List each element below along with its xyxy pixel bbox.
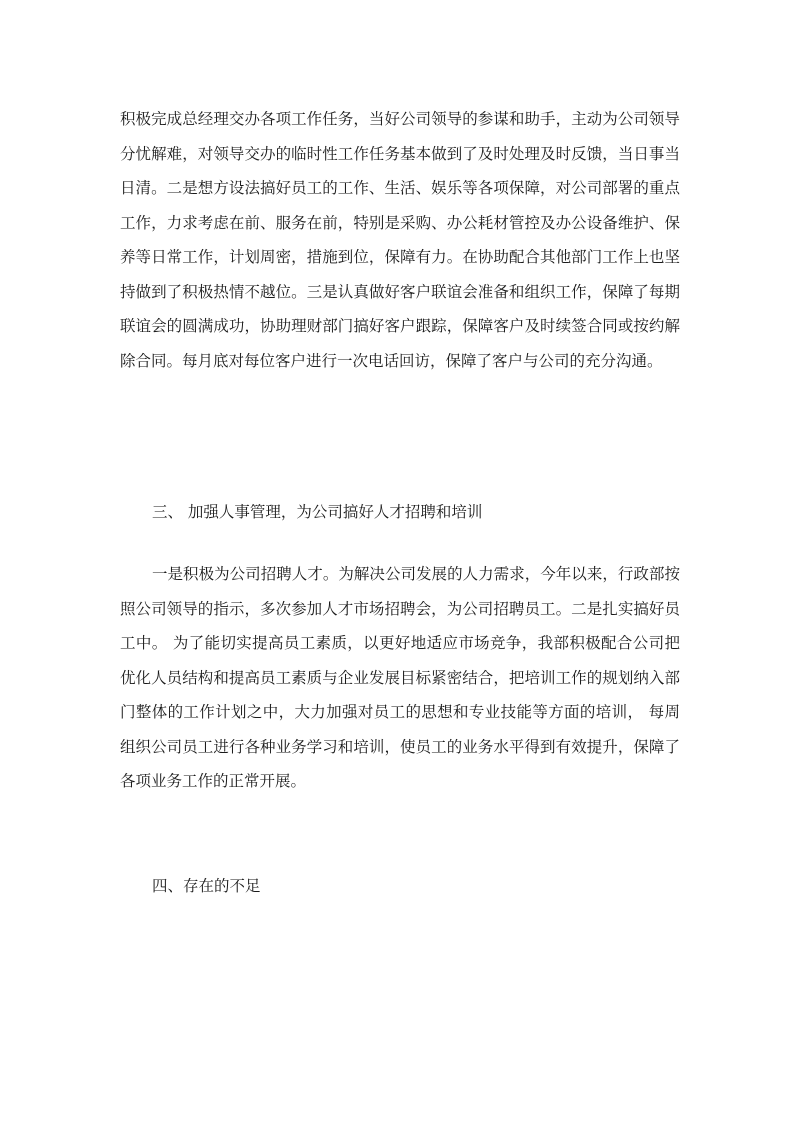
section-heading: 四、存在的不足 (152, 877, 261, 895)
body-paragraph: 积极完成总经理交办各项工作任务，当好公司领导的参谋和助手，主动为公司领导分忧解难，对领导交办的临时性工作任务基本做到了及时处理及时反馈，当日事当日清。二是想方设法搞好员工的工作、生活、娱乐等各项保障，对公司部署的重点工作，力求考虑在前、服务在前，特别是采购、办公耗材管控及办公设备维护、保养等日常工作，计划周密，措施到位，保障有力。在协助配合其他部门工作上也坚持做到了积极热情不越位。三是认真做好客户联谊会准备和组织工作，保障了每期联谊会的圆满成功，协助理财部门搞好客户跟踪，保障客户及时续签合同或按约解除合同。每月底对每位客户进行一次电话回访，保障了客户与公司的充分沟通。 (120, 110, 680, 370)
body-paragraph: 一是积极为公司招聘人才。为解决公司发展的人力需求，今年以来，行政部按照公司领导的指示，多次参加人才市场招聘会，为公司招聘员工。二是扎实搞好员工中。 为了能切实提高员工素质，以更好地适应市场竞争，我部积极配合公司把优化人员结构和提高员工素质与企业发展目标紧密结合，把培训工作的规划纳入部门整体的工作计划之中，大力加强对员工的思想和专业技能等方面的培训， 每周组织公司员工进行各种业务学习和培训，使员工的业务水平得到有效提升，保障了各项业务工作的正常开展。 (120, 565, 680, 790)
section-heading: 三、 加强人事管理，为公司搞好人才招聘和培训 (152, 503, 483, 521)
